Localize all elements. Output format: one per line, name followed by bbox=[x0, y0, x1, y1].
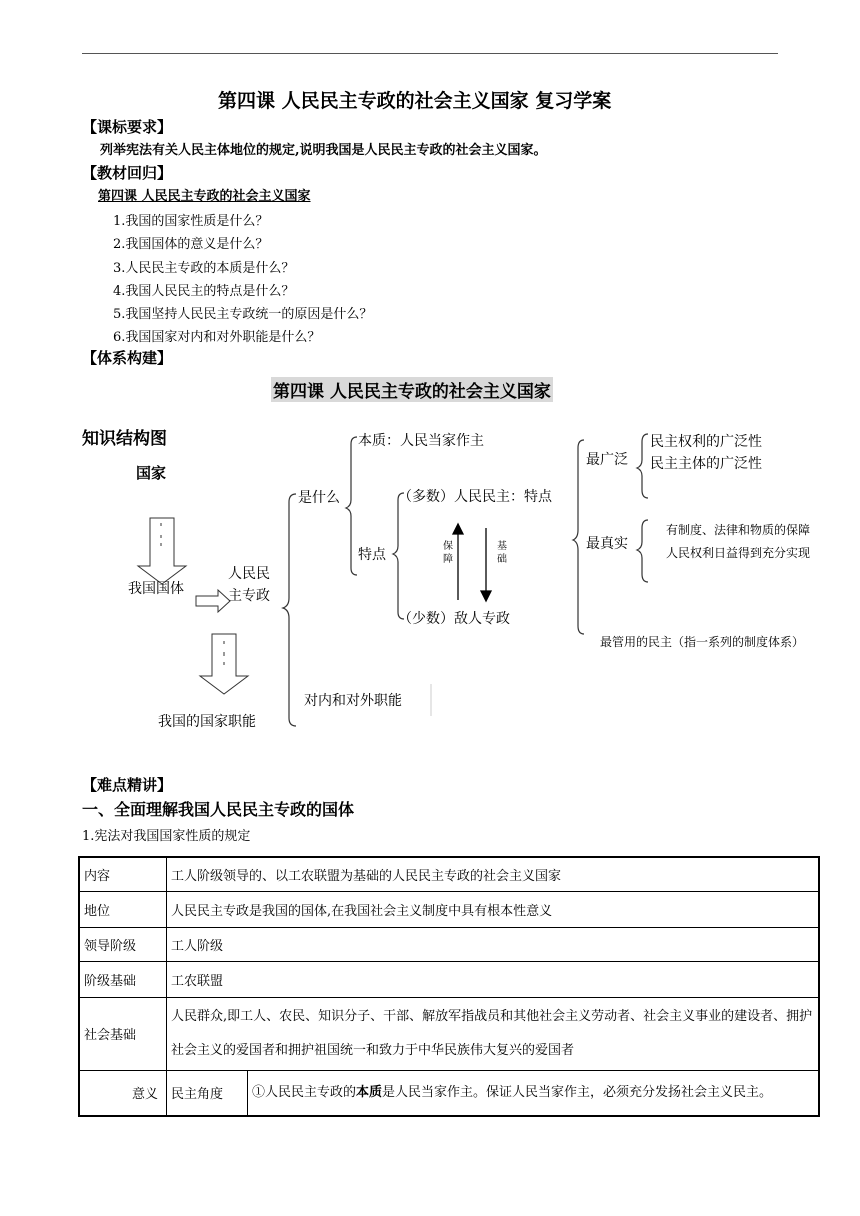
table-row bbox=[79, 1070, 819, 1116]
question-5: 5.我国坚持人民民主专政统一的原因是什么？ bbox=[113, 307, 373, 322]
question-4: 4.我国人民民主的特点是什么？ bbox=[113, 284, 295, 299]
significance-post: 是人民当家作主。保证人民当家作主，必须充分发扬社会主义民主。 bbox=[382, 1085, 773, 1101]
table-row bbox=[79, 891, 819, 927]
diagram-basis: 基础 bbox=[497, 541, 507, 565]
table-value: 工人阶级领导的、以工农联盟为基础的人民民主专政的社会主义国家 bbox=[167, 857, 820, 891]
diagram-functions: 对内和对外职能 bbox=[304, 693, 402, 709]
diagram-most-useful: 最管用的民主（指一系列的制度体系） bbox=[600, 635, 805, 649]
difficulty-point-1-sub: 1.宪法对我国国家性质的规定 bbox=[82, 829, 251, 844]
down-arrow-icon bbox=[138, 518, 186, 584]
question-2: 2.我国国体的意义是什么？ bbox=[113, 237, 269, 252]
right-arrow-icon bbox=[196, 590, 230, 612]
brace-characteristics bbox=[573, 440, 584, 634]
question-1: 1.我国的国家性质是什么？ bbox=[113, 214, 269, 229]
diagram-real-1: 有制度、法律和物质的保障 bbox=[666, 523, 811, 537]
brace-real bbox=[637, 520, 648, 582]
diagram-real-2: 人民权利日益得到充分实现 bbox=[666, 546, 811, 560]
table-key: 领导阶级 bbox=[79, 927, 167, 961]
table-key: 社会基础 bbox=[79, 997, 167, 1070]
diagram-country: 国家 bbox=[136, 464, 167, 482]
section-system: 【体系构建】 bbox=[82, 349, 173, 367]
table-key: 意义 bbox=[79, 1070, 167, 1116]
table-value: 工农联盟 bbox=[167, 961, 820, 997]
section-difficulty: 【难点精讲】 bbox=[82, 776, 173, 794]
section-textbook: 【教材回归】 bbox=[82, 164, 173, 182]
down-arrow-icon bbox=[200, 634, 248, 694]
table-key: 内容 bbox=[79, 857, 167, 891]
diagram-broad-1: 民主权利的广泛性 bbox=[650, 434, 762, 450]
diagram-guarantee: 保障 bbox=[443, 541, 453, 565]
section-requirements: 【课标要求】 bbox=[82, 118, 173, 136]
diagram-state-system: 我国国体 bbox=[128, 581, 184, 597]
diagram-most-real: 最真实 bbox=[586, 536, 628, 552]
difficulty-point-1: 一、全面理解我国人民民主专政的国体 bbox=[82, 800, 355, 819]
diagram-dictatorship-2: 主专政 bbox=[228, 588, 270, 604]
diagram-minority: （少数）敌人专政 bbox=[398, 611, 510, 627]
table-angle: 民主角度 bbox=[167, 1070, 248, 1116]
brace-main bbox=[283, 494, 296, 726]
table-key: 阶级基础 bbox=[79, 961, 167, 997]
table-row bbox=[79, 997, 819, 1070]
requirement-text: 列举宪法有关人民主体地位的规定,说明我国是人民民主专政的社会主义国家。 bbox=[100, 143, 547, 158]
table-key: 地位 bbox=[79, 891, 167, 927]
diagram-dictatorship-1: 人民民 bbox=[228, 566, 270, 582]
brace-features bbox=[393, 493, 404, 619]
diagram-broad-2: 民主主体的广泛性 bbox=[650, 456, 762, 472]
question-6: 6.我国国家对内和对外职能是什么？ bbox=[113, 330, 321, 345]
table-value bbox=[248, 1070, 820, 1116]
diagram-majority: （多数）人民民主：特点 bbox=[398, 489, 552, 505]
page-title: 第四课 人民民主专政的社会主义国家 复习学案 bbox=[218, 90, 612, 112]
diagram-essence: 本质：人民当家作主 bbox=[358, 433, 484, 449]
lesson-subtitle: 第四课 人民民主专政的社会主义国家 bbox=[98, 189, 311, 204]
significance-pre: ①人民民主专政的 bbox=[252, 1085, 357, 1101]
significance-bold: 本质 bbox=[356, 1085, 383, 1101]
table-value: 工人阶级 bbox=[167, 927, 820, 961]
table-row bbox=[79, 927, 819, 961]
question-3: 3.人民民主专政的本质是什么？ bbox=[113, 261, 295, 276]
brace-essence bbox=[346, 437, 357, 575]
diagram-broadest: 最广泛 bbox=[586, 452, 628, 468]
table-value: 人民民主专政是我国的国体,在我国社会主义制度中具有根本性意义 bbox=[167, 891, 820, 927]
diagram-banner: 第四课 人民民主专政的社会主义国家 bbox=[271, 377, 553, 402]
diagram-heading: 知识结构图 bbox=[82, 429, 167, 449]
diagram-what-is: 是什么 bbox=[298, 490, 340, 506]
diagram-features: 特点 bbox=[358, 547, 386, 563]
table-row bbox=[79, 857, 819, 891]
table-value: 人民群众,即工人、农民、知识分子、干部、解放军指战员和其他社会主义劳动者、社会主义事业的建设者、拥护社会主义的爱国者和拥护祖国统一和致力于中华民族伟大复兴的爱国者 bbox=[167, 997, 820, 1070]
basis-arrow-icon bbox=[481, 528, 491, 601]
diagram-state-functions: 我国的国家职能 bbox=[158, 714, 256, 730]
state-nature-table bbox=[78, 856, 820, 1117]
table-row bbox=[79, 961, 819, 997]
brace-broad bbox=[637, 434, 648, 498]
